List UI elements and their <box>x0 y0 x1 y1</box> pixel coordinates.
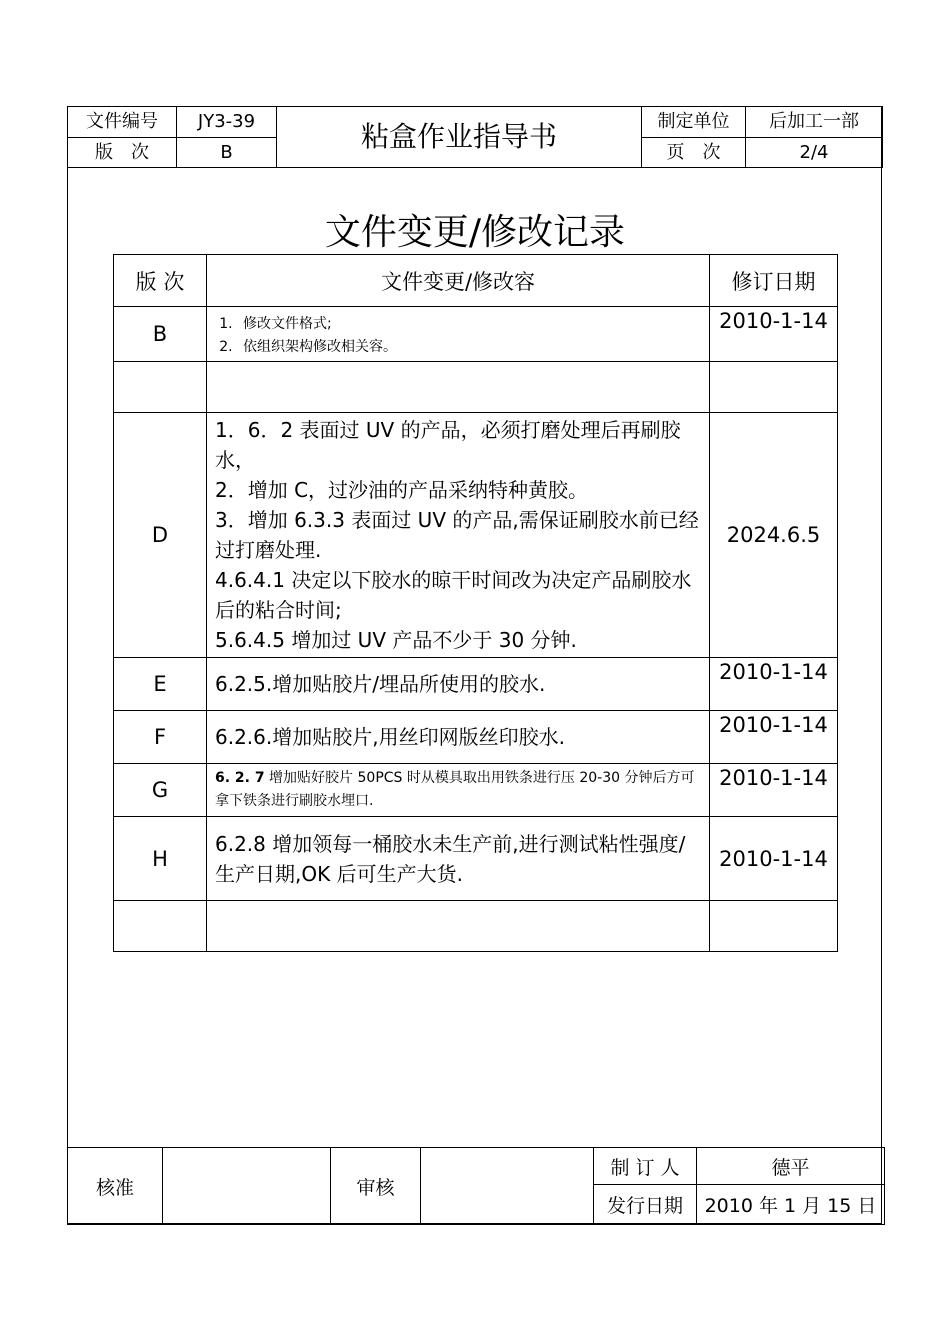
page-value: 2/4 <box>746 138 883 168</box>
review-label: 审核 <box>331 1148 421 1225</box>
row-date <box>710 901 838 952</box>
review-value <box>421 1148 594 1225</box>
page-label: 页 次 <box>642 138 746 168</box>
change-line: 2．增加 C，过沙油的产品采纳特种黄胶。 <box>215 478 589 502</box>
table-row <box>114 413 838 658</box>
col-date-header: 修订日期 <box>710 255 838 307</box>
table-row <box>114 658 838 711</box>
unit-label: 制定单位 <box>642 107 746 138</box>
table-row <box>114 764 838 817</box>
change-line: 4.6.4.1 决定以下胶水的晾干时间改为决定产品刷胶水后的粘合时间; <box>215 568 692 622</box>
version-value: B <box>177 138 277 168</box>
version-label: 版 次 <box>68 138 177 168</box>
change-record-table <box>113 254 838 952</box>
row-version: D <box>114 413 207 658</box>
change-line: 3．增加 6.3.3 表面过 UV 的产品,需保证刷胶水前已经过打磨处理. <box>215 508 699 562</box>
row-date: 2010-1-14 <box>710 711 838 764</box>
doc-no-value: JY3-39 <box>177 107 277 138</box>
row-date: 2010-1-14 <box>710 307 838 362</box>
row-content <box>207 413 710 658</box>
change-text: 6.2.5.增加贴胶片/埋品所使用的胶水. <box>215 672 546 696</box>
change-text: 增加贴好胶片 50PCS 时从模具取出用铁条进行压 20-30 分钟后方可拿下铁条进行刷胶水埋口. <box>215 770 695 809</box>
row-version: B <box>114 307 207 362</box>
table-row <box>114 817 838 901</box>
approve-label: 核准 <box>68 1148 163 1225</box>
document-header <box>67 106 883 168</box>
row-version: F <box>114 711 207 764</box>
col-content-header: 文件变更/修改容 <box>207 255 710 307</box>
table-row <box>114 711 838 764</box>
document-title: 粘盒作业指导书 <box>277 107 642 168</box>
row-version: H <box>114 817 207 901</box>
row-version <box>114 362 207 413</box>
change-line: 5.6.4.5 增加过 UV 产品不少于 30 分钟. <box>215 628 577 652</box>
table-row <box>114 307 838 362</box>
table-row <box>114 901 838 952</box>
row-version: E <box>114 658 207 711</box>
row-date: 2024.6.5 <box>710 413 838 658</box>
row-content <box>207 307 710 362</box>
author-value: 德平 <box>697 1148 885 1185</box>
row-version: G <box>114 764 207 817</box>
row-content <box>207 817 710 901</box>
row-content <box>207 901 710 952</box>
row-content <box>207 711 710 764</box>
row-date: 2010-1-14 <box>710 764 838 817</box>
issue-date-value: 2010 年 1 月 15 日 <box>697 1185 885 1225</box>
table-row <box>114 362 838 413</box>
author-label: 制 订 人 <box>594 1148 697 1185</box>
issue-date-label: 发行日期 <box>594 1185 697 1225</box>
list-item: 1. 修改文件格式; <box>237 313 703 336</box>
row-content <box>207 764 710 817</box>
clause-number: 6. 2. 7 <box>215 770 265 786</box>
row-version <box>114 901 207 952</box>
change-text: 6.2.6.增加贴胶片,用丝印网版丝印胶水. <box>215 725 565 749</box>
row-date: 2010-1-14 <box>710 658 838 711</box>
change-line: 1．6．2 表面过 UV 的产品，必须打磨处理后再刷胶水， <box>215 418 681 472</box>
row-content <box>207 362 710 413</box>
row-date <box>710 362 838 413</box>
unit-value: 后加工一部 <box>746 107 883 138</box>
doc-no-label: 文件编号 <box>68 107 177 138</box>
signoff-footer <box>67 1147 885 1225</box>
table-header-row <box>114 255 838 307</box>
change-list <box>215 313 703 359</box>
col-version-header: 版 次 <box>114 255 207 307</box>
record-title: 文件变更/修改记录 <box>324 212 626 253</box>
row-content <box>207 658 710 711</box>
change-text: 6.2.8 增加领每一桶胶水未生产前,进行测试粘性强度/生产日期,OK 后可生产大货. <box>215 831 686 886</box>
list-item: 2. 依组织架构修改相关容。 <box>237 336 703 359</box>
approve-value <box>163 1148 331 1225</box>
row-date: 2010-1-14 <box>710 817 838 901</box>
